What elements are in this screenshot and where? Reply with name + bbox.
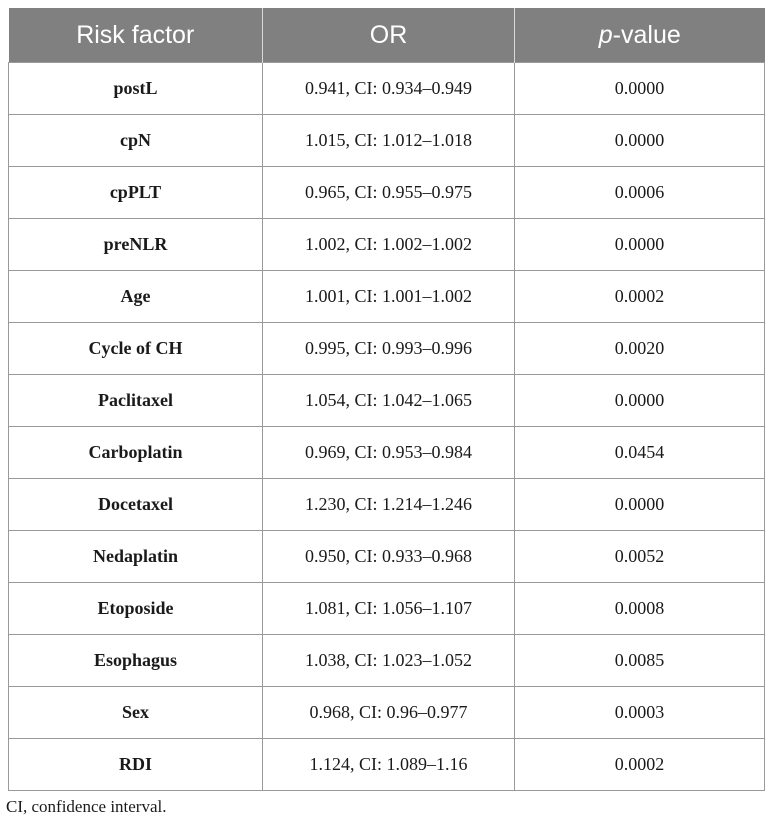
cell-risk-factor: Etoposide — [9, 583, 263, 635]
cell-risk-factor: Sex — [9, 687, 263, 739]
table-row — [9, 479, 765, 531]
cell-risk-factor: RDI — [9, 739, 263, 791]
cell-p-value: 0.0454 — [515, 427, 765, 479]
cell-p-value: 0.0000 — [515, 479, 765, 531]
risk-factor-table — [8, 8, 765, 791]
header-or: OR — [263, 8, 515, 63]
table-row — [9, 271, 765, 323]
table-body — [9, 63, 765, 791]
table-footnote: CI, confidence interval. — [6, 797, 167, 816]
cell-odds-ratio: 0.968, CI: 0.96–0.977 — [263, 687, 515, 739]
cell-odds-ratio: 0.969, CI: 0.953–0.984 — [263, 427, 515, 479]
cell-p-value: 0.0000 — [515, 63, 765, 115]
cell-odds-ratio: 1.002, CI: 1.002–1.002 — [263, 219, 515, 271]
cell-odds-ratio: 1.015, CI: 1.012–1.018 — [263, 115, 515, 167]
table-row — [9, 63, 765, 115]
table-row — [9, 323, 765, 375]
table-row — [9, 167, 765, 219]
cell-p-value: 0.0002 — [515, 739, 765, 791]
cell-p-value: 0.0000 — [515, 115, 765, 167]
cell-p-value: 0.0008 — [515, 583, 765, 635]
cell-risk-factor: Esophagus — [9, 635, 263, 687]
risk-factor-table-container — [8, 8, 764, 791]
cell-risk-factor: preNLR — [9, 219, 263, 271]
table-row — [9, 531, 765, 583]
cell-p-value: 0.0003 — [515, 687, 765, 739]
header-p-rest: -value — [612, 20, 681, 49]
cell-p-value: 0.0020 — [515, 323, 765, 375]
header-row — [9, 8, 765, 63]
cell-p-value: 0.0002 — [515, 271, 765, 323]
cell-odds-ratio: 1.230, CI: 1.214–1.246 — [263, 479, 515, 531]
cell-p-value: 0.0052 — [515, 531, 765, 583]
cell-odds-ratio: 0.941, CI: 0.934–0.949 — [263, 63, 515, 115]
cell-risk-factor: Paclitaxel — [9, 375, 263, 427]
cell-risk-factor: Carboplatin — [9, 427, 263, 479]
table-row — [9, 583, 765, 635]
cell-risk-factor: postL — [9, 63, 263, 115]
cell-odds-ratio: 1.054, CI: 1.042–1.065 — [263, 375, 515, 427]
cell-odds-ratio: 0.995, CI: 0.993–0.996 — [263, 323, 515, 375]
table-row — [9, 635, 765, 687]
table-row — [9, 115, 765, 167]
table-row — [9, 739, 765, 791]
table-row — [9, 687, 765, 739]
cell-p-value: 0.0000 — [515, 219, 765, 271]
cell-odds-ratio: 1.081, CI: 1.056–1.107 — [263, 583, 515, 635]
cell-odds-ratio: 1.124, CI: 1.089–1.16 — [263, 739, 515, 791]
cell-risk-factor: Age — [9, 271, 263, 323]
header-p-value — [515, 8, 765, 63]
cell-risk-factor: Nedaplatin — [9, 531, 263, 583]
table-row — [9, 427, 765, 479]
table-row — [9, 375, 765, 427]
cell-risk-factor: cpPLT — [9, 167, 263, 219]
header-risk-factor: Risk factor — [9, 8, 263, 63]
header-p-italic: p — [598, 20, 613, 49]
cell-odds-ratio: 0.965, CI: 0.955–0.975 — [263, 167, 515, 219]
cell-p-value: 0.0000 — [515, 375, 765, 427]
cell-p-value: 0.0006 — [515, 167, 765, 219]
cell-risk-factor: Cycle of CH — [9, 323, 263, 375]
cell-risk-factor: cpN — [9, 115, 263, 167]
cell-odds-ratio: 0.950, CI: 0.933–0.968 — [263, 531, 515, 583]
table-header — [9, 8, 765, 63]
cell-p-value: 0.0085 — [515, 635, 765, 687]
table-row — [9, 219, 765, 271]
cell-risk-factor: Docetaxel — [9, 479, 263, 531]
cell-odds-ratio: 1.038, CI: 1.023–1.052 — [263, 635, 515, 687]
cell-odds-ratio: 1.001, CI: 1.001–1.002 — [263, 271, 515, 323]
